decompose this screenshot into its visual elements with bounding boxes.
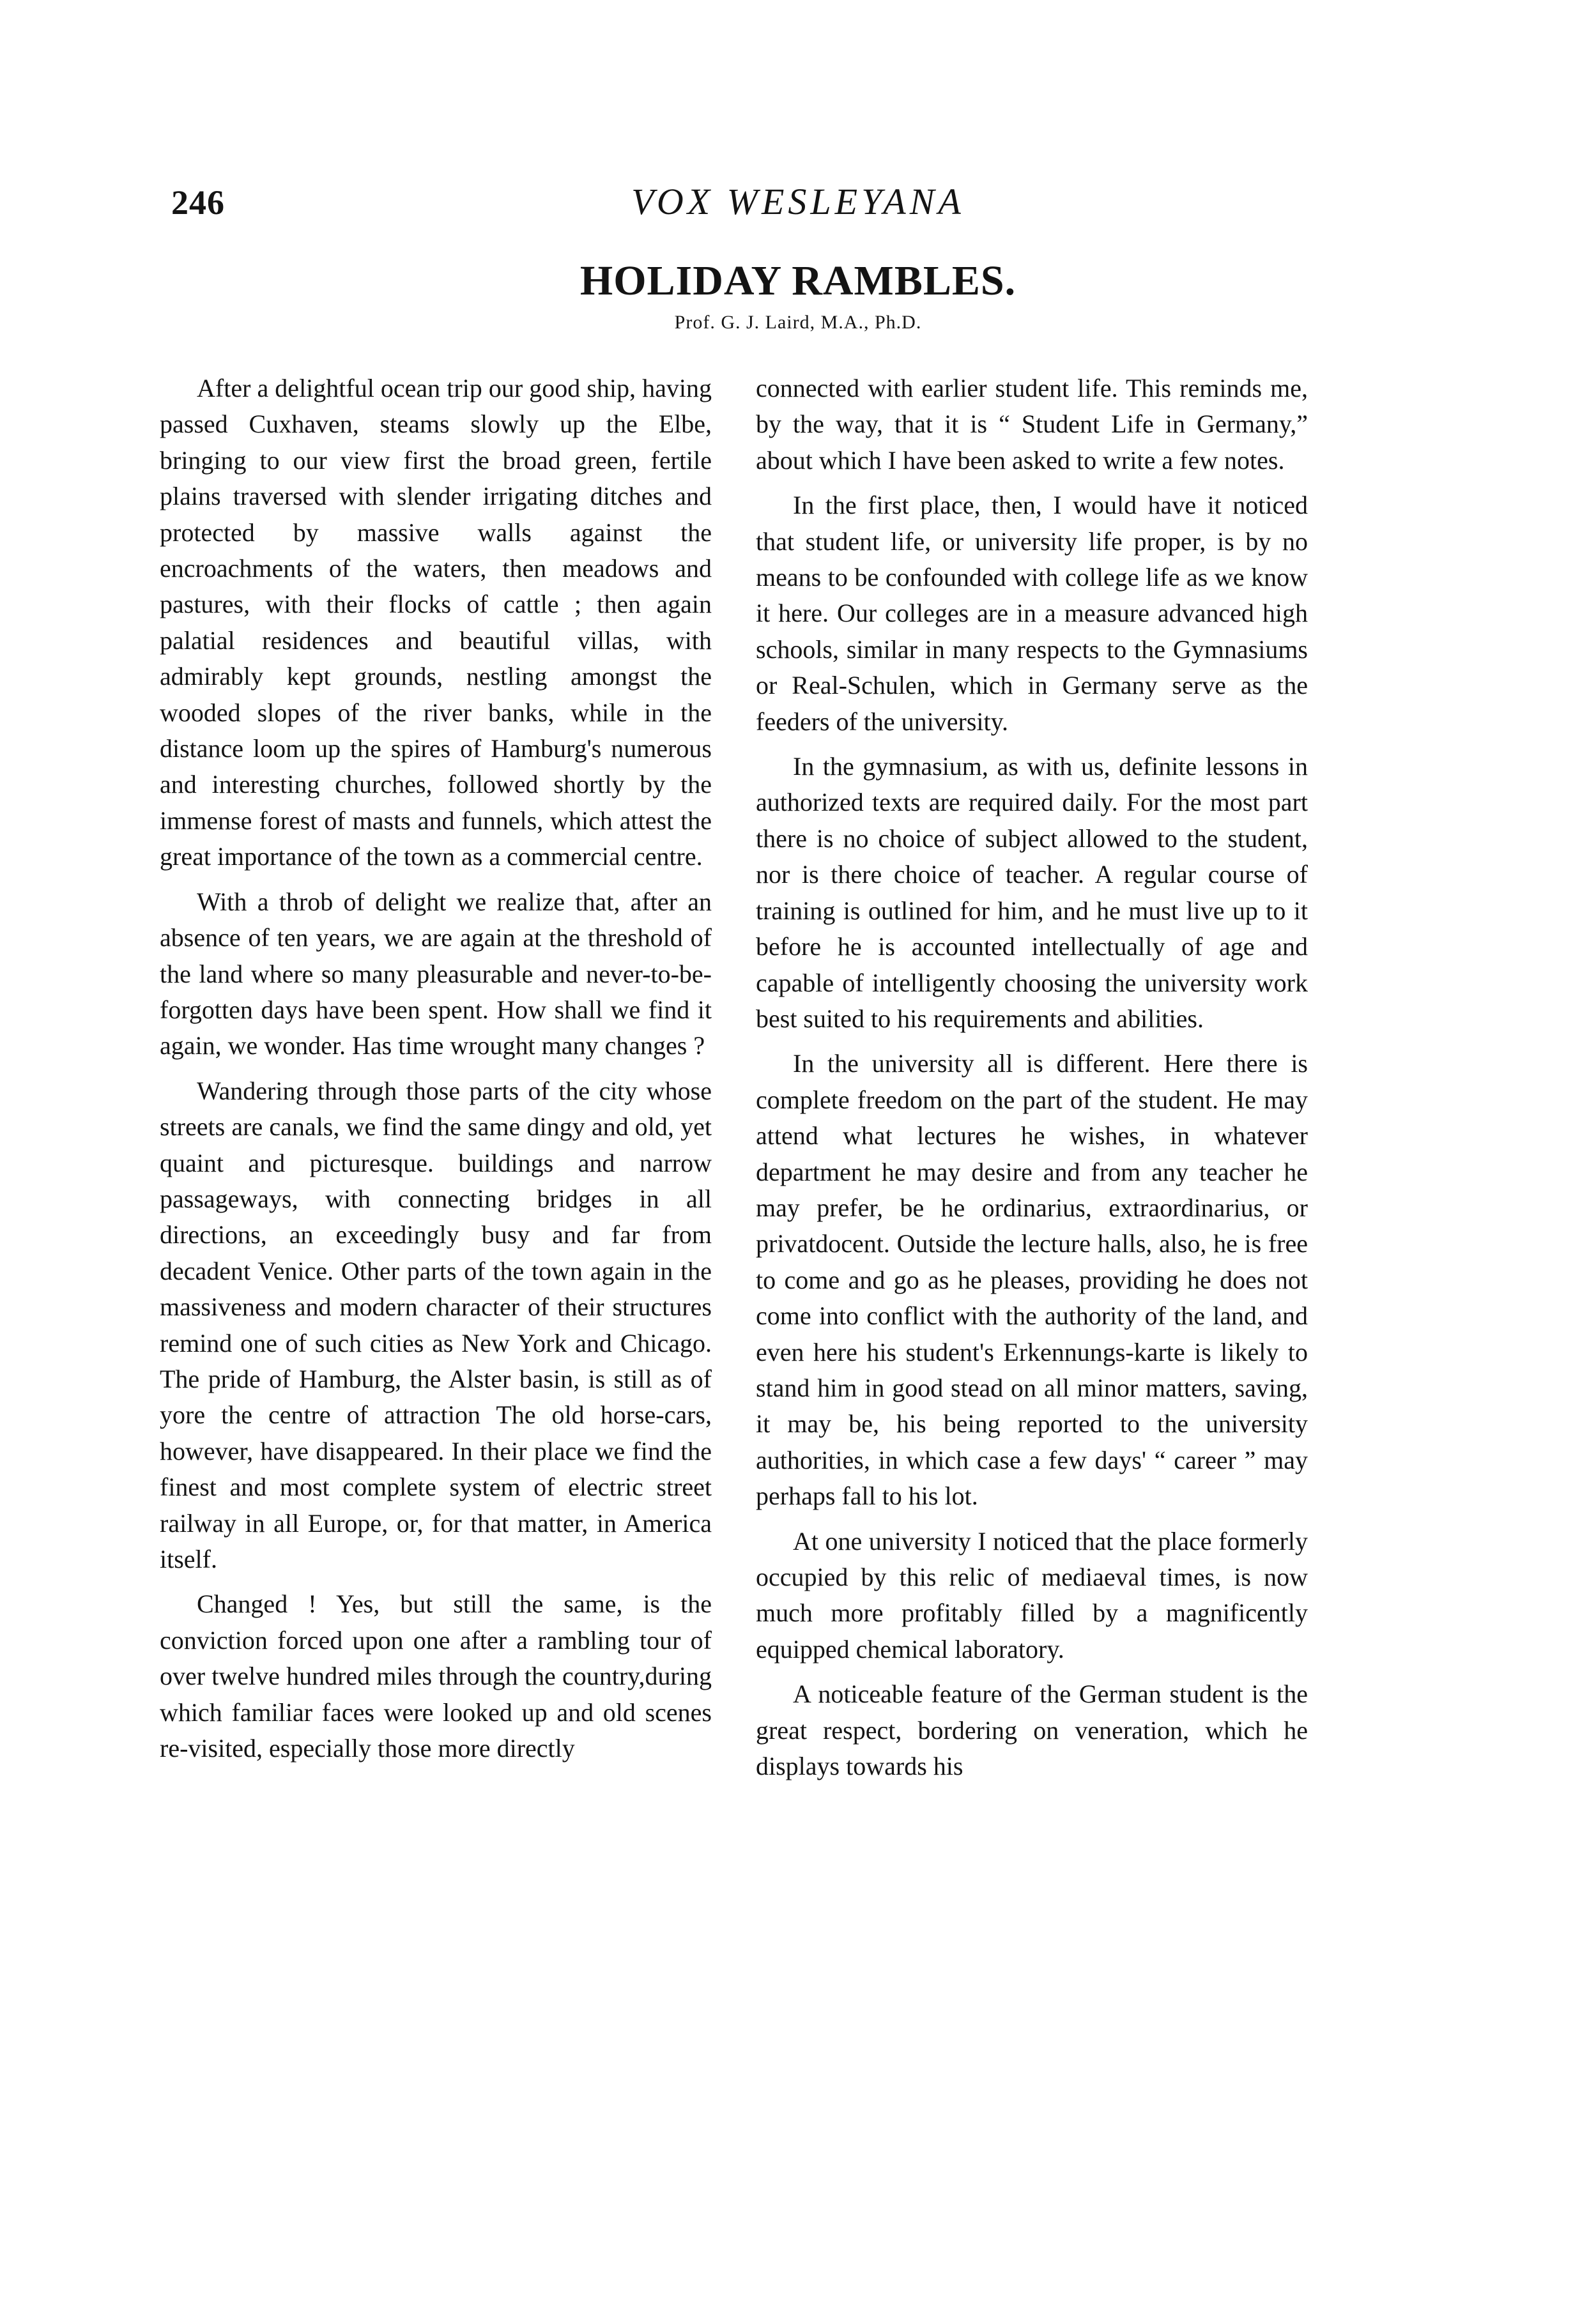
left-column — [160, 371, 712, 1775]
paragraph: In the first place, then, I would have it noticed that student life, or university life proper, is by no means to be confounded with college life as we know it here. Our colleges are in a measure advanced high schools, similar in many respects to the Gymnasiums or Real-Schulen, which in Germany serve as the feeders of the university. — [756, 491, 1308, 736]
paragraph: Changed ! Yes, but still the same, is the conviction forced upon one after a rambling tour of over twelve hundred miles through the country,during which familiar faces were looked up and old scenes re-visited, especially those more directly — [160, 1589, 712, 1763]
paragraph: With a throb of delight we realize that, after an absence of ten years, we are again at the threshold of the land where so many pleasurable and never-to-be-forgotten days have been spent. How shall we find it again, we wonder. Has time wrought many changes ? — [160, 887, 712, 1060]
paragraph: At one university I noticed that the place formerly occupied by this relic of mediaeval times, is now much more profitably filled by a magnificently equipped chemical laboratory. — [756, 1526, 1308, 1664]
article-title: HOLIDAY RAMBLES. — [579, 257, 1017, 304]
page-number: 246 — [171, 183, 225, 222]
paragraph: A noticeable feature of the German student is the great respect, bordering on veneration, which he displays towards his — [756, 1679, 1308, 1781]
paragraph: In the university all is different. Here there is complete freedom on the part of the student. He may attend what lectures he wishes, in whatever department he may desire and from any teacher he may prefer, be he ordinarius, extraordinarius, or privatdocent. Outside the lecture halls, also, he is free to come and go as he pleases, providing he does not come into conflict with the authority of the land, and even here his student's Erkennungs-karte is likely to stand him in good stead on all minor matters, saving, it may be, his being reported to the university authorities, in which case a few days' “ career ” may perhaps fall to his lot. — [756, 1049, 1308, 1511]
paragraph: In the gymnasium, as with us, definite lessons in authorized texts are required daily. For the most part there is no choice of subject allowed to the student, nor is there choice of teacher. A regular course of training is outlined for him, and he must live up to it before he is accounted intellectually of age and capable of intelligently choosing the university work best suited to his requirements and abilities. — [756, 752, 1308, 1033]
paragraph: Wandering through those parts of the city whose streets are canals, we find the same dingy and old, yet quaint and picturesque. buildings and narrow passageways, with connecting bridges in all directions, an exceedingly busy and far from decadent Venice. Other parts of the town again in the massiveness and modern character of their structures remind one of such cities as New York and Chicago. The pride of Hamburg, the Alster basin, is still as of yore the centre of attraction The old horse-cars, however, have disappeared. In their place we find the finest and most complete system of electric street railway in all Europe, or, for that matter, in America itself. — [160, 1076, 712, 1573]
right-column — [756, 371, 1308, 1793]
paragraph: After a delightful ocean trip our good ship, having passed Cuxhaven, steams slowly up the Elbe, bringing to our view first the broad green, fertile plains traversed with slender irrigating ditches and protected by massive walls against the encroachments of the waters, then meadows and pastures, with their flocks of cattle ; then again palatial residences and beautiful villas, with admirably kept grounds, nestling amongst the wooded slopes of the river banks, while in the distance loom up the spires of Hamburg's numerous and interesting churches, followed shortly by the immense forest of masts and funnels, which attest the great importance of the town as a commercial centre. — [160, 374, 712, 871]
running-head: VOX WESLEYANA — [631, 181, 965, 222]
paragraph-continued: connected with earlier student life. This reminds me, by the way, that it is “ Student Life in Germany,” about which I have been asked to write a few notes. — [756, 374, 1308, 475]
article-byline: Prof. G. J. Laird, M.A., Ph.D. — [674, 312, 922, 333]
